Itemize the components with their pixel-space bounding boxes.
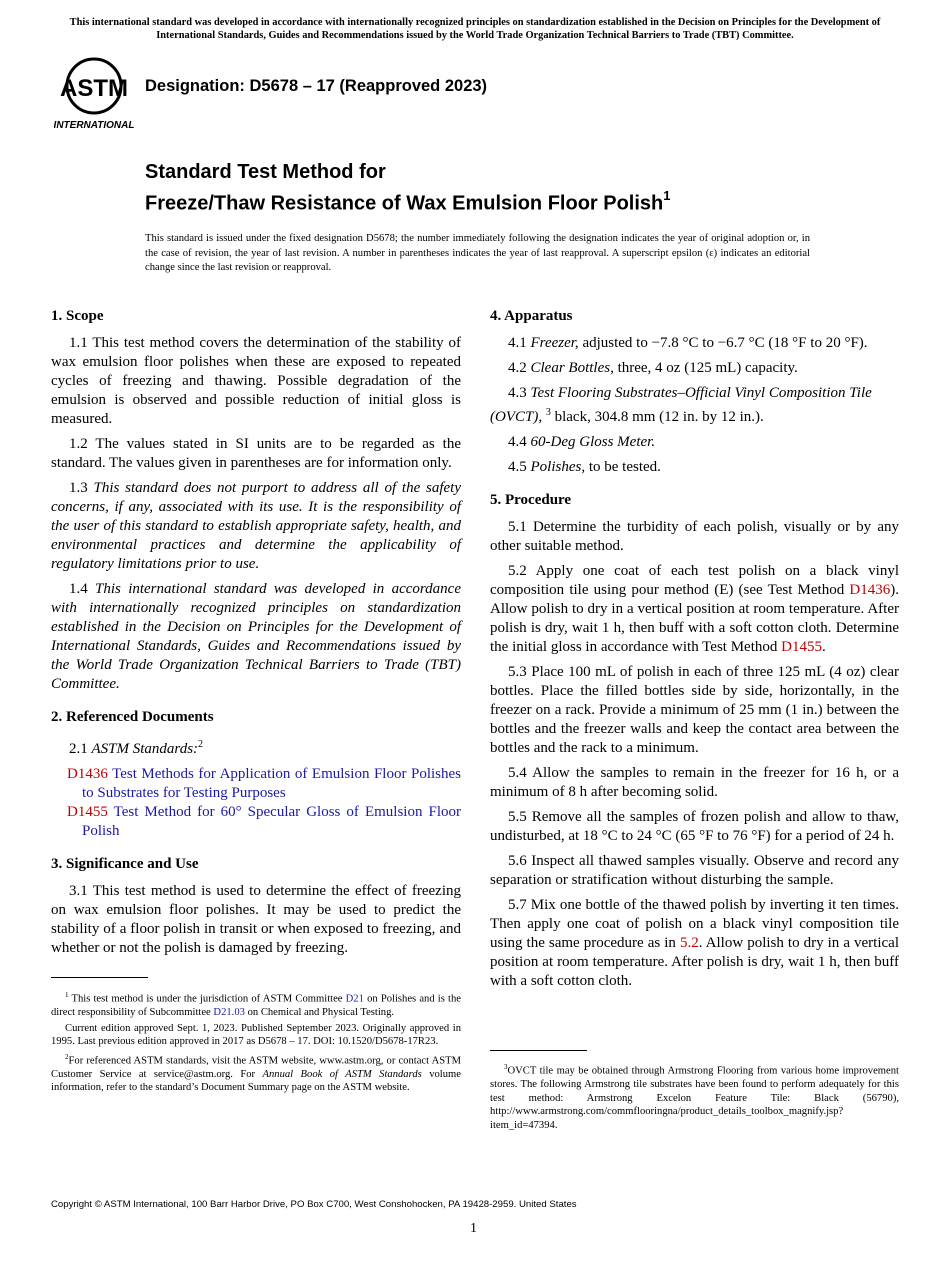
subcommittee-link[interactable]: D21.03 bbox=[213, 1007, 245, 1019]
paragraph: 5.4 Allow the samples to remain in the freezer for 16 h, or a minimum of 8 h after becoming solid. bbox=[490, 765, 899, 800]
document-title bbox=[145, 160, 671, 217]
para-text: This international standard was developed in accordance with internationally recognized principles on standardization established in the Decision on Principles for the Development of International Standards, Guides and Recommendations issued by the World Trade Organization Technical Barriers to Trade (TBT) Committee. bbox=[51, 581, 461, 692]
ref-title-link[interactable]: Test Method for 60° Specular Gloss of Emulsion Floor Polish bbox=[82, 804, 461, 839]
ref-title-link[interactable]: Test Methods for Application of Emulsion Floor Polishes to Substrates for Testing Purposes bbox=[82, 766, 461, 801]
footnote-text: For referenced ASTM standards, visit the ASTM website, www.astm.org, or contact ASTM Customer Service at service@astm.org. For bbox=[51, 1055, 461, 1080]
section-5-2-link[interactable]: 5.2 bbox=[679, 935, 699, 951]
section-heading: 3. Significance and Use bbox=[51, 856, 199, 872]
right-column bbox=[490, 307, 899, 1005]
para-text: This standard does not purport to address all of the safety concerns, if any, associated with its use. It is the responsibility of the user of this standard to establish appropriate safety, health, and environmental practices and determine the applicability of regulatory limitations prior to use. bbox=[51, 480, 462, 572]
paragraph bbox=[51, 735, 461, 759]
section-scope bbox=[51, 307, 461, 694]
item-name: Clear Bottles, bbox=[530, 360, 614, 376]
footnote-text: OVCT tile may be obtained through Armstrong Flooring from various home improvement stores. The following Armstrong tile substrates have been found to perform adequately for this test method: Armstrong Excelon Feature Tile: Black (56790), http://www.armstrong.com/commflooringna/product_details_toolbox_magnify.jsp?item_id=47394. bbox=[490, 1065, 899, 1131]
item-name: Test Flooring Substrates–Official Vinyl Composition Tile (OVCT), bbox=[490, 385, 872, 425]
logo-sub-text: INTERNATIONAL bbox=[54, 120, 134, 131]
section-referenced-documents bbox=[51, 708, 461, 841]
paragraph: 5.6 Inspect all thawed samples visually. Observe and record any separation or stratification without disturbing the sample. bbox=[490, 853, 899, 888]
para-number: 4.4 bbox=[508, 434, 527, 450]
section-heading: 1. Scope bbox=[51, 308, 104, 324]
item-text: three, 4 oz (125 mL) capacity. bbox=[617, 360, 798, 376]
para-text: . bbox=[821, 639, 826, 655]
para-number: 1.3 bbox=[69, 480, 88, 496]
reference-item[interactable] bbox=[67, 803, 461, 841]
section-heading: 4. Apparatus bbox=[490, 308, 573, 324]
section-heading: 5. Procedure bbox=[490, 492, 572, 508]
paragraph bbox=[490, 896, 899, 991]
footnote-ref-1[interactable]: 1 bbox=[663, 188, 671, 203]
footnote-text: volume information, refer to the standard’s Document Summary page on the ASTM website. bbox=[51, 1068, 461, 1094]
para-text: ). Allow polish to dry in a vertical position at room temperature. After polish is dry, wait 1 h, then buff with a soft cotton cloth. Determine the initial gloss in accordance with Test Method bbox=[490, 582, 899, 655]
standard-banner: This international standard was developed in accordance with internationally recognized principles on standardization established in the Decision on Principles for the Development of International Standards, Guides and Recommendations issued by the World Trade Organization Technical Barriers to Trade (TBT) Committee. bbox=[69, 17, 881, 41]
logo-mark-text: ASTM bbox=[60, 75, 128, 102]
item-name: Freezer, bbox=[530, 335, 579, 351]
item-name: Polishes, bbox=[530, 459, 586, 475]
para-number: 4.3 bbox=[508, 385, 527, 401]
left-column bbox=[51, 307, 461, 972]
footnote-2 bbox=[51, 1051, 461, 1095]
apparatus-item bbox=[490, 334, 899, 353]
page-number: 1 bbox=[470, 1221, 477, 1236]
footnote-1 bbox=[51, 989, 461, 1020]
paragraph: 5.1 Determine the turbidity of each polish, visually or by any other suitable method. bbox=[490, 519, 899, 554]
para-number: 4.2 bbox=[508, 360, 527, 376]
item-text: to be tested. bbox=[588, 459, 661, 475]
para-text: 5.7 Mix one bottle of the thawed polish by inverting it ten times. Then apply one coat of polish on a black vinyl composition tile using the same procedure as in bbox=[490, 897, 899, 951]
issuance-notice: This standard is issued under the fixed designation D5678; the number immediately following the designation indicates the year of original adoption or, in the case of revision, the year of last revision. A number in parentheses indicates the year of last reapproval. A superscript epsilon (ε) indicates an editorial change since the last revision or reapproval. bbox=[145, 233, 810, 273]
copyright-notice: Copyright © ASTM International, 100 Barr Harbor Drive, PO Box C700, West Conshohocken, PA 19428-2959. United States bbox=[51, 1199, 577, 1210]
ref-code-link[interactable]: D1436 bbox=[67, 766, 108, 782]
section-apparatus bbox=[490, 307, 899, 477]
item-text: black, 304.8 mm (12 in. by 12 in.). bbox=[554, 409, 764, 425]
apparatus-item bbox=[490, 359, 899, 378]
item-text: adjusted to −7.8 °C to −6.7 °C (18 °F to 20 °F). bbox=[582, 335, 868, 351]
footnote-text: This test method is under the jurisdiction of ASTM Committee bbox=[71, 993, 346, 1005]
para-text: 5.2 Apply one coat of each test polish on a black vinyl composition tile using pour method (E) (see Test Method bbox=[490, 563, 899, 598]
ref-code-link[interactable]: D1455 bbox=[67, 804, 108, 820]
paragraph: 5.3 Place 100 mL of polish in each of three 125 mL (4 oz) clear bottles. Place the filled bottles side by side, horizontally, in the freezer on a rack. Provide a minimum of 25 mm (1 in.) between the bottles and the freezer walls and keep the contact area between the bottles and the rack to a minimum. bbox=[490, 664, 899, 756]
para-text: ASTM Standards: bbox=[91, 741, 199, 757]
footnote-number: 2 bbox=[65, 1052, 69, 1061]
footnote-text: Annual Book of ASTM Standards bbox=[262, 1068, 422, 1080]
item-name: 60-Deg Gloss Meter. bbox=[530, 434, 656, 450]
footnote-text: on Polishes and is the direct responsibility of Subcommittee bbox=[51, 993, 461, 1019]
section-heading: 2. Referenced Documents bbox=[51, 709, 214, 725]
footnote-right bbox=[490, 1061, 899, 1134]
edition-note: Current edition approved Sept. 1, 2023. Published September 2023. Originally approved in 1995. Last previous edition approved in 2017 as D5678 – 17. DOI: 10.1520/D5678-17R23. bbox=[51, 1022, 461, 1048]
paragraph: 3.1 This test method is used to determine the effect of freezing on wax emulsion floor polishes. It may be used to predict the stability of a floor polish in transit or when exposed to freezing, and whether or not the polish is damaged by freezing. bbox=[51, 883, 461, 956]
para-number: 1.4 bbox=[69, 581, 88, 597]
footnote-divider bbox=[51, 977, 148, 978]
footnote-text: on Chemical and Physical Testing. bbox=[244, 1007, 395, 1019]
astm-logo bbox=[54, 56, 134, 132]
para-number: 2.1 bbox=[69, 741, 88, 757]
footnote-ref-2[interactable]: 2 bbox=[198, 739, 204, 750]
d1455-link[interactable]: D1455 bbox=[781, 639, 822, 655]
paragraph: 1.2 The values stated in SI units are to be regarded as the standard. The values given in parentheses are for information only. bbox=[51, 436, 461, 471]
section-significance bbox=[51, 855, 461, 958]
paragraph: 5.5 Remove all the samples of frozen polish and allow to thaw, undisturbed, at 18 °C to 24 °C (65 °F to 76 °F) for a period of 24 h. bbox=[490, 809, 899, 844]
reference-item[interactable] bbox=[67, 765, 461, 803]
footnote-number: 1 bbox=[65, 991, 69, 999]
para-number: 4.1 bbox=[508, 335, 527, 351]
apparatus-item bbox=[490, 433, 899, 452]
title-line-2 bbox=[145, 185, 671, 217]
footnote-3 bbox=[490, 1061, 899, 1132]
section-procedure bbox=[490, 491, 899, 991]
designation: Designation: D5678 – 17 (Reapproved 2023) bbox=[145, 77, 488, 95]
footnote-divider bbox=[490, 1050, 587, 1051]
apparatus-item bbox=[490, 384, 899, 427]
committee-link[interactable]: D21 bbox=[345, 993, 364, 1005]
para-number: 4.5 bbox=[508, 459, 527, 475]
paragraph bbox=[490, 562, 899, 657]
title-line-1: Standard Test Method for bbox=[145, 161, 386, 183]
title-line-2-text: Freeze/Thaw Resistance of Wax Emulsion Floor Polish bbox=[145, 192, 664, 215]
footnote-number: 3 bbox=[504, 1063, 508, 1071]
paragraph bbox=[51, 580, 461, 694]
footnotes-left bbox=[51, 989, 461, 1097]
apparatus-item bbox=[490, 458, 899, 477]
para-text: . Allow polish to dry in a vertical position at room temperature. After polish is dry, wait 1 h, then buff with a soft cotton cloth. bbox=[490, 935, 899, 989]
paragraph: 1.1 This test method covers the determination of the stability of wax emulsion floor polishes when these are exposed to repeated cycles of freezing and thawing. Possible degradation of the emulsion is observed and possible reduction of initial gloss is measured. bbox=[51, 335, 461, 427]
footnote-ref-3[interactable]: 3 bbox=[545, 407, 551, 418]
paragraph bbox=[51, 479, 461, 574]
d1436-link[interactable]: D1436 bbox=[849, 582, 891, 598]
